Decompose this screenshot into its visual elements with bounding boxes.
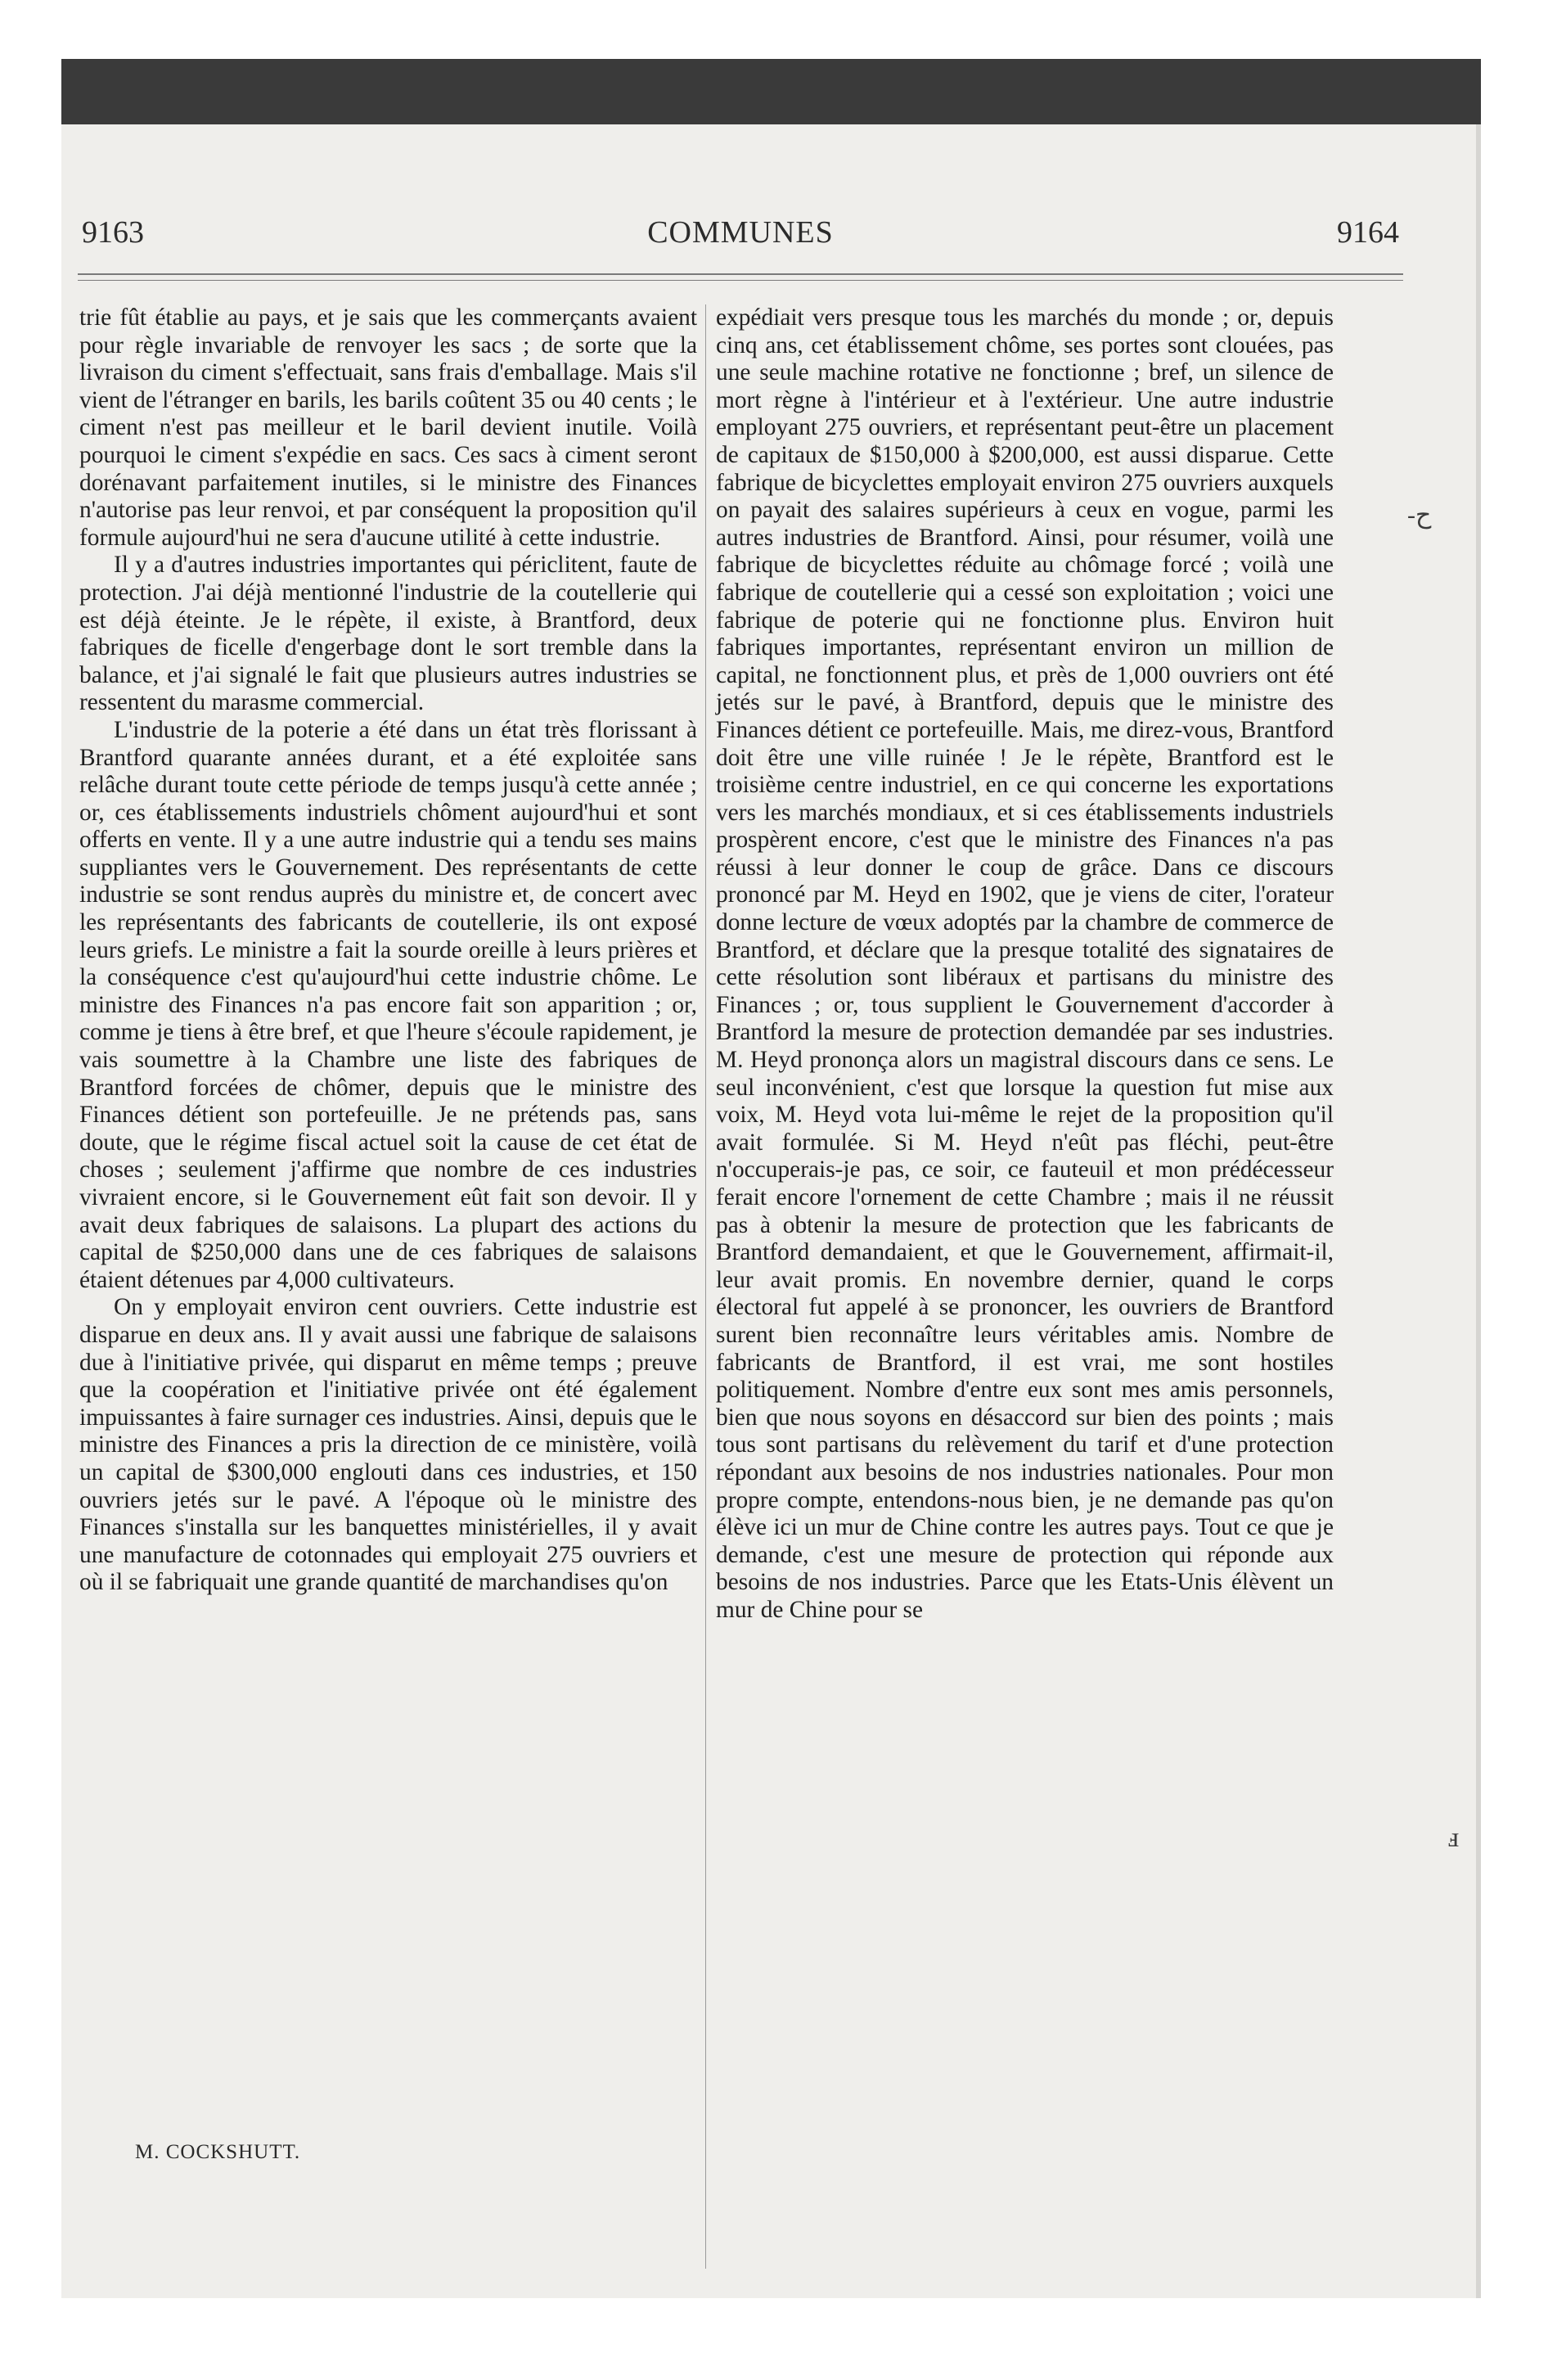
paragraph: expédiait vers presque tous les marchés du monde ; or, depuis cinq ans, cet établissement chôme, ses portes sont clouées, pas une seule machine rotative ne fonctionne ; bref, un silence de mort règne à l'intérieur et à l'extérieur. Une autre industrie employant 275 ouvriers, et représentant peut-être un placement de capitaux de $150,000 à $200,000, est aussi disparue. Cette fabrique de bicyclettes employait environ 275 ouvriers auxquels on payait des salaires supérieurs à ceux en vogue, parmi les autres industries de Brantford. Ainsi, pour résumer, voilà une fabrique de bicyclettes réduite au chômage forcé ; voilà une fabrique de coutellerie qui a cessé son exploitation ; voici une fabrique de poterie qui ne fonctionne plus. Environ huit fabriques importantes, représentant environ un million de capital, ne fonctionnent plus, et près de 1,000 ouvriers ont été jetés sur le pavé, à Brantford, depuis que le ministre des Finances détient ce portefeuille. Mais, me direz-vous, Brantford doit être une ville ruinée ! Je le répète, Brantford est le troisième centre industriel, en ce qui concerne les exportations vers les marchés mondiaux, et si ces établissements industriels prospèrent encore, c'est que le ministre des Finances n'a pas réussi à leur donner le coup de grâce. Dans ce discours prononcé par M. Heyd en 1902, que je viens de citer, l'orateur donne lecture de vœux adoptés par la chambre de commerce de Brantford, et déclare que la presque totalité des signataires de cette résolution sont libéraux et partisans du ministre des Finances ; or, tous supplient le Gouvernement d'accorder à Brantford la mesure de protection demandée par ses industries. M. Heyd prononça alors un magistral discours dans ce sens. Le seul inconvénient, c'est que lorsque la question fut mise aux voix, M. Heyd vota lui-même le rejet de la proposition qu'il avait formulée. Si M. Heyd n'eût pas fléchi, peut-être n'occuperais-je pas, ce soir, ce fauteuil et mon prédécesseur ferait encore l'ornement de cette Chambre ; mais il ne réussit pas à obtenir la mesure de protection que les fabricants de Brantford demandaient, et que le Gouvernement, affirmait-il, leur avait promis. En novembre dernier, quand le corps électoral fut appelé à se prononcer, les ouvriers de Brantford surent bien reconnaître leurs véritables amis. Nombre de fabricants de Brantford, il est vrai, me sont hostiles politiquement. Nombre d'entre eux sont mes amis personnels, bien que nous soyons en désaccord sur bien des points ; mais tous sont partisans du relèvement du tarif et d'une protection répondant aux besoins de nos industries nationales. Pour mon propre compte, entendons-nous bien, je ne demande pas qu'on élève ici un mur de Chine contre les autres pays. Tout ce que je demande, c'est une mesure de protection qui réponde aux besoins de nos industries. Parce que les Etats-Unis élèvent un mur de Chine pour se	[716, 304, 1334, 1623]
speaker-footer: M. COCKSHUTT.	[135, 2141, 301, 2163]
paragraph: trie fût établie au pays, et je sais que les commerçants avaient pour règle invariable de renvoyer les sacs ; de sorte que la livraison du ciment s'effectuait, sans frais d'emballage. Mais s'il vient de l'étranger en barils, les barils coûtent 35 ou 40 cents ; le ciment n'est pas meilleur et le baril devient inutile. Voilà pourquoi le ciment s'expédie en sacs. Ces sacs à ciment seront dorénavant parfaitement inutiles, si le ministre des Finances n'autorise pas leur renvoi, et par conséquent la proposition qu'il formule aujourd'hui ne sera d'aucune utilité à cette industrie.	[79, 304, 697, 551]
paragraph: On y employait environ cent ouvriers. Cette industrie est disparue en deux ans. Il y avait aussi une fabrique de salaisons due à l'initiative privée, qui disparut en même temps ; preuve que la coopération et l'initiative privée ont été également impuissantes à faire surnager ces industries. Ainsi, depuis que le ministre des Finances a pris la direction de ce ministère, voilà un capital de $300,000 englouti dans ces industries, et 150 ouvriers jetés sur le pavé. A l'époque où le ministre des Finances s'installa sur les banquettes ministérielles, il y avait une manufacture de cotonnades qui employait 275 ouvriers et où il se fabriquait une grande quantité de marchandises qu'on	[79, 1294, 698, 1596]
right-column	[716, 304, 1334, 1625]
document-page	[61, 59, 1481, 2298]
left-column	[79, 304, 697, 1597]
page-number-right: 9164	[1337, 215, 1399, 250]
header-rule	[78, 273, 1403, 275]
header-rule-thin	[78, 280, 1403, 281]
paragraph: L'industrie de la poterie a été dans un état très florissant à Brantford quarante années durant, et a été exploitée sans relâche durant toute cette période de temps jusqu'à cette année ; or, ces établissements industriels chôment aujourd'hui et sont offerts en vente. Il y a une autre industrie qui a tendu ses mains suppliantes vers le Gouvernement. Des représentants de cette industrie se sont rendus auprès du ministre et, de concert avec les représentants des fabricants de coutellerie, ils ont exposé leurs griefs. Le ministre a fait la sourde oreille à leurs prières et la conséquence c'est qu'aujourd'hui cette industrie chôme. Le ministre des Finances n'a pas encore fait son apparition ; or, comme je tiens à être bref, et que l'heure s'écoule rapidement, je vais soumettre à la Chambre une liste des fabriques de Brantford forcées de chômer, depuis que le ministre des Finances détient son portefeuille. Je ne prétends pas, sans doute, que le régime fiscal actuel soit la cause de cet état de choses ; seulement j'affirme que nombre de ces industries vivraient encore, si le Gouvernement eût fait son devoir. Il y avait deux fabriques de salaisons. La plupart des actions du capital de $250,000 dans une de ces fabriques de salaisons étaient détenues par 4,000 cultivateurs.	[79, 716, 697, 1293]
running-head	[82, 214, 1399, 255]
paragraph: Il y a d'autres industries importantes qui périclitent, faute de protection. J'ai déjà mentionné l'industrie de la coutellerie qui est déjà éteinte. Je le répète, il existe, à Brantford, deux fabriques de ficelle d'engerbage dont le sort tremble dans la balance, et j'ai signalé le fait que plusieurs autres industries se ressentent du marasme commercial.	[79, 552, 697, 716]
scan-top-band	[61, 59, 1481, 124]
page-number-left: 9163	[82, 215, 144, 250]
margin-mark: -ح	[1407, 502, 1432, 529]
margin-mark: ⅎ	[1447, 1823, 1460, 1853]
page-title: COMMUNES	[647, 215, 834, 250]
scan-right-edge	[1476, 124, 1481, 2298]
column-divider	[705, 304, 706, 2269]
